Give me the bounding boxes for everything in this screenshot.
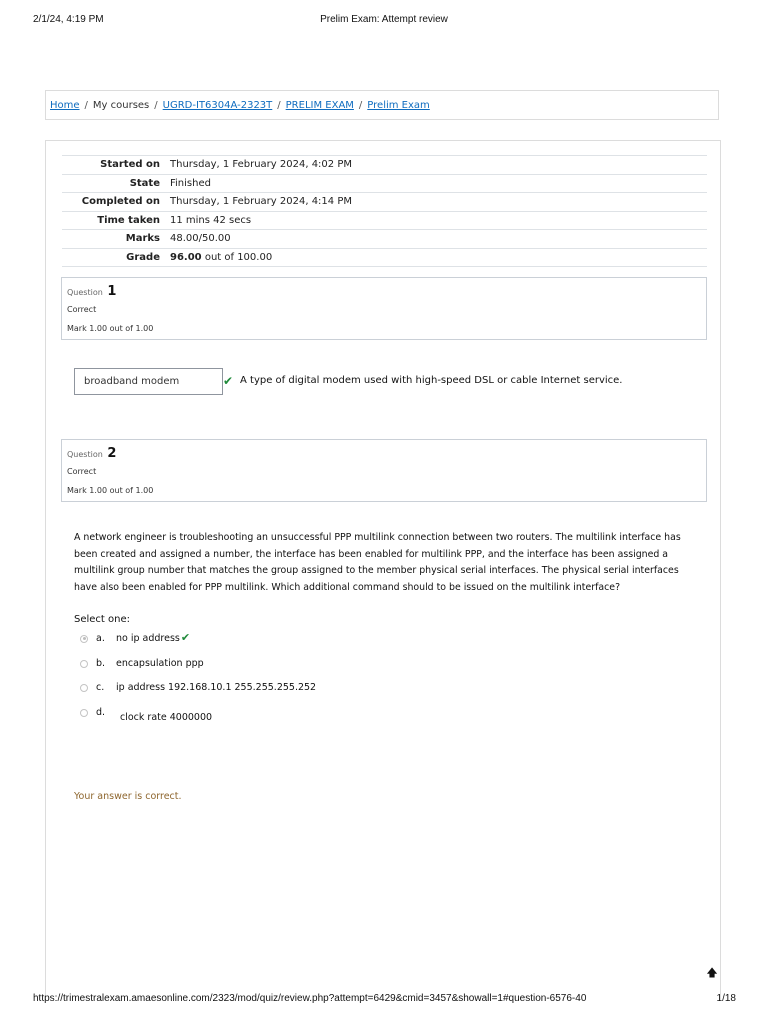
select-one-label: Select one:: [74, 614, 131, 625]
summary-row-state: [62, 174, 707, 193]
grade-out-of: out of 100.00: [201, 251, 273, 263]
breadcrumb-my-courses: My courses: [92, 99, 150, 111]
check-icon: ✔: [223, 374, 234, 388]
question-state: Correct: [67, 305, 97, 314]
radio-button[interactable]: [80, 709, 88, 717]
radio-button[interactable]: [80, 684, 88, 692]
summary-value: 48.00/50.00: [170, 233, 231, 245]
summary-row-marks: [62, 230, 707, 249]
summary-label: Time taken: [97, 214, 160, 226]
radio-button[interactable]: [80, 660, 88, 668]
print-datetime: 2/1/24, 4:19 PM: [33, 14, 104, 25]
summary-value: 11 mins 42 secs: [170, 214, 252, 226]
option-text: clock rate 4000000: [120, 712, 213, 723]
print-page-number: 1/18: [716, 993, 736, 1004]
option-a[interactable]: [80, 630, 191, 644]
summary-label: Started on: [100, 159, 160, 171]
option-letter: c.: [96, 682, 105, 693]
breadcrumb-separator: /: [358, 99, 363, 111]
summary-row-started: [62, 156, 707, 175]
summary-value: Finished: [170, 177, 211, 189]
attempt-summary-table: [62, 155, 707, 267]
print-footer: [0, 993, 768, 1007]
answer-feedback: A type of digital modem used with high-speed DSL or cable Internet service.: [240, 375, 623, 386]
question-1-info: [61, 277, 707, 340]
answer-input[interactable]: broadband modem: [74, 368, 223, 395]
option-letter: d.: [96, 707, 106, 718]
check-icon: ✔: [180, 630, 191, 644]
question-text: A network engineer is troubleshooting an unsuccessful PPP multilink connection between two routers. The multilink interface has been created and assigned a number, the interface has been enabled for multilink PPP, and the interface has been assigned a multilink group number that matches the group assigned to the member physical serial interfaces. The physical serial interfaces have also been enabled for PPP multilink. Which additional command should to be issued on the multilink interface?: [74, 532, 681, 593]
option-text: encapsulation ppp: [116, 658, 204, 669]
summary-label: State: [129, 177, 160, 189]
question-number: Question 2: [67, 446, 117, 461]
option-b[interactable]: [80, 658, 204, 669]
option-text: no ip address: [116, 633, 180, 644]
summary-value: Thursday, 1 February 2024, 4:02 PM: [170, 159, 352, 171]
question-2-info: [61, 439, 707, 502]
question-state: Correct: [67, 467, 97, 476]
breadcrumb-course-link[interactable]: UGRD-IT6304A-2323T: [162, 99, 273, 111]
summary-label: Completed on: [81, 196, 160, 208]
summary-value: Thursday, 1 February 2024, 4:14 PM: [170, 196, 352, 208]
breadcrumb-home-link[interactable]: Home: [50, 99, 80, 111]
summary-row-grade: [62, 248, 707, 267]
question-mark: Mark 1.00 out of 1.00: [67, 324, 154, 333]
breadcrumb-section-link[interactable]: PRELIM EXAM: [285, 99, 354, 111]
summary-value: [166, 248, 707, 267]
breadcrumb: [45, 90, 719, 120]
summary-row-time-taken: [62, 211, 707, 230]
print-header: [0, 14, 768, 28]
breadcrumb-separator: /: [277, 99, 281, 111]
answer-outcome: Your answer is correct.: [74, 791, 182, 802]
option-letter: b.: [96, 658, 106, 669]
arrow-up-icon: 🡅: [706, 966, 718, 979]
option-text: ip address 192.168.10.1 255.255.255.252: [116, 682, 317, 693]
breadcrumb-quiz-link[interactable]: Prelim Exam: [367, 99, 430, 111]
grade-score: 96.00: [170, 251, 202, 263]
option-d[interactable]: [80, 707, 212, 723]
back-to-top-button[interactable]: [701, 962, 723, 984]
breadcrumb-separator: /: [84, 99, 88, 111]
radio-button[interactable]: [80, 635, 88, 643]
print-url: https://trimestralexam.amaesonline.com/2323/mod/quiz/review.php?attempt=6429&cmid=3457&showall=1#question-6576-40: [33, 993, 587, 1004]
question-number: Question 1: [67, 284, 117, 299]
summary-label: Grade: [126, 251, 160, 263]
question-mark: Mark 1.00 out of 1.00: [67, 486, 154, 495]
summary-label: Marks: [125, 233, 160, 245]
option-c[interactable]: [80, 682, 316, 693]
print-page-title: Prelim Exam: Attempt review: [320, 14, 448, 25]
option-letter: a.: [96, 633, 105, 644]
breadcrumb-separator: /: [154, 99, 158, 111]
summary-row-completed: [62, 193, 707, 212]
